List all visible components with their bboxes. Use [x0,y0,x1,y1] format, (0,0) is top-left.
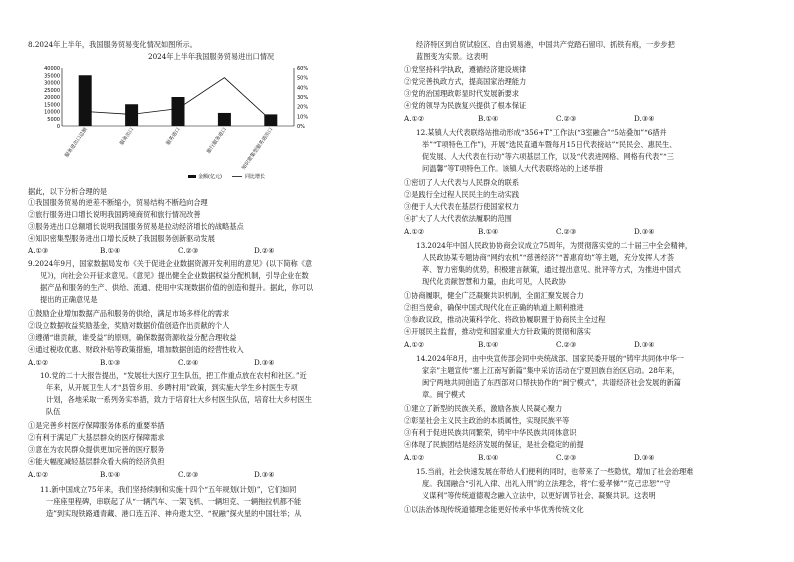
chart-category-labels [63,125,274,171]
x-category-label: 服务进口 [165,126,182,147]
y-tick-label-right: 30% [297,95,309,101]
q14-answer-d[interactable]: D.③④ [634,453,655,462]
q10-line-1: 10.党的二十大报告提出，“发展壮大医疗卫生队伍，把工作重点放在农村和社区。”近 [40,371,307,380]
q8-option-1: ①我国服务贸易的逆差不断缩小，贸易结构不断趋向合理 [28,198,208,207]
q11-option-1: ①党坚持科学执政，遵循经济建设规律 [404,65,527,74]
q9-answer-c[interactable]: C.②④ [178,358,199,367]
chart-bar [79,75,92,126]
q14-line-4: 章。闽宁模式 [422,390,466,399]
q13-line-4: 现代化贡献智慧和力量，由此可见，人民政协 [422,277,566,286]
q15-option-1: ①以法治体现传统道德理念能更好传承中华优秀传统文化 [404,505,584,514]
y-tick-label-left: 25000 [44,87,60,94]
q15-line-3: 义谋利”等传统道德观念融入立法中，以更好调节社会、凝聚共识。这表明 [422,491,656,500]
y-tick-label-right: 40% [297,85,309,92]
q12-option-1: ①密切了人大代表与人民群众的联系 [404,178,520,187]
q14-line-2: 家亲”主题宣传“塞上江南写新篇”集中采访活动在宁夏回族自治区启动。28年来， [422,366,680,375]
q9-line-2: 见》)，向社会公开征求意见。《意见》提出健全企业数据权益分配机制，引导企业在数 [40,271,309,280]
q12-answer-c[interactable]: C.②③ [556,227,577,236]
q9-answer-b[interactable]: B.①③ [100,358,121,367]
q9-option-1: ①鼓励企业增加数据产品和服务的供给，满足市场多样化的需求 [28,309,230,318]
q11-line-1: 11.新中国成立75年来，我们坚持续制和实施十四个“五年规划(计划)”，它们如同 [40,485,297,494]
y-tick-label-right: 0% [297,124,305,130]
y-tick-label-left: 5000 [47,116,60,123]
q11-option-3: ③党的治国理政彰显时代发展新要求 [404,89,520,98]
chart-legend [188,173,265,180]
q9-option-2: ②设立数据收益奖励基金，奖励对数据价值创造作出贡献的个人 [28,321,230,330]
legend-label-bar: 金额(亿元) [198,174,222,180]
q13-line-3: 萃、智力密集的优势，积极建言献策，通过提出意见、批评等方式，为推进中国式 [422,265,681,274]
q13-answer-c[interactable]: C.②③ [556,340,577,349]
y-tick-label-left: 35000 [44,73,60,80]
q12-line-1: 12.某镇人大代表联络站推动形成“356+T”工作法(“3室融合”“5站叠加”“6措并 [416,128,667,137]
q10-option-4: ④能大幅度减轻基层群众看大病的经济负担 [28,457,165,466]
x-category-label: 知识密集型服务进出口 [240,126,275,172]
chart-bar [218,113,231,126]
y-tick-label-left: 30000 [44,80,60,87]
q8-answer-b[interactable]: B.①④ [100,246,121,255]
x-category-label: 服务出口 [118,126,136,147]
q10-answer-d[interactable]: D.③④ [254,470,275,479]
q14-line-3: 闽宁两地共同创造了东西部对口帮扶协作的“闽宁模式”，共谱经济社会发展的新篇 [422,378,681,387]
q8-answer-c[interactable]: C.②③ [178,246,199,255]
y-tick-label-left: 10000 [44,109,60,116]
q15-line-2: 度。我国融合“引礼入律、出礼入刑”的立法理念，将“仁爱孝悌”“克己忠恕”“守 [422,479,671,488]
y-tick-label-right: 50% [297,75,309,82]
legend-swatch-bar [188,175,196,178]
q8-option-3: ③服务进出口总额增长说明我国服务贸易是拉动经济增长的战略基点 [28,222,244,231]
q13-line-1: 13.2024年中国人民政协协商会议成立75周年，为贯彻落实党的二十届三中全会精神， [416,241,693,250]
q9-answer-d[interactable]: D.③④ [254,358,275,367]
q11-answer-a[interactable]: A.①② [404,114,425,123]
q10-answer-a[interactable]: A.①② [28,470,49,479]
legend-label-line: 同比增长 [245,174,266,180]
q10-line-2: 年来，从开展卫生人才“县管乡用、乡聘村用”政策，到实施大学生乡村医生专项 [46,383,298,392]
q10-answer-c[interactable]: C.②③ [178,470,199,479]
q8-answer-a[interactable]: A.①③ [28,246,49,255]
x-category-label: 旅行服务进口 [205,126,229,155]
chart-bars [79,75,278,126]
q12-line-4: 问温馨”等T项特色工作。该镇人大代表联络站的上述举措 [422,164,603,173]
x-category-label: 服务进出口总额 [63,126,89,159]
q8-option-2: ②旅行服务进口增长说明我国跨境商贸和旅行情况改善 [28,210,201,219]
q13-answer-b[interactable]: B.①④ [478,340,499,349]
q10-option-2: ②有利于满足广大基层群众的医疗保障需求 [28,433,165,442]
q13-option-1: ①协商履职，健全广泛凝聚共识机制，全面汇聚发展合力 [404,291,584,300]
y-tick-label-left: 40000 [44,66,60,72]
q11-option-2: ②党完善执政方式，提高国家治理能力 [404,77,527,86]
question-8-prompt: 据此，以下分析合理的是 [28,187,108,196]
q12-line-3: 促发展、人大代表在行动”等六项基层工作，以及“代表进网格、网格有代表”“三 [422,152,674,161]
q11-option-4: ④党的领导为民族复兴提供了根本保证 [404,101,527,110]
q11-line-2: 一座座里程碑，串联起了从“一辆汽车、一架飞机、一辆坦克、一辆拖拉机都不能 [46,497,302,506]
y-tick-label-left: 15000 [44,102,60,109]
q12-option-3: ③便于人大代表在基层行使国家权力 [404,202,520,211]
y-tick-label-right: 20% [297,104,309,111]
q10-answer-b[interactable]: B.①④ [100,470,121,479]
q14-line-1: 14.2024年8月，由中央宣传部会同中央统战部、国家民委开展的“铸牢共同体中华一 [416,354,684,363]
q11-answer-b[interactable]: B.①④ [478,114,499,123]
q9-option-3: ③遵循“谁贡献，谁受益”的原则，确保数据资源收益分配合理收益 [28,333,237,342]
service-trade-chart [28,62,328,184]
q10-option-3: ③意在为农民群众提供更加完善的医疗服务 [28,445,165,454]
q13-option-3: ③参政议政，推动决策科学化、将政协履职置于协商民主全过程 [404,315,606,324]
q9-line-3: 据产品和服务的生产、供给、流通、使用中实现数据价值的创造和提升。据此，你可以 [40,283,314,292]
q11-cont-2: 蓝图变为实景。这表明 [416,52,488,61]
q9-answer-a[interactable]: A.①② [28,358,49,367]
q14-option-2: ②彰显社会主义民主政治的本质属性，实现民族平等 [404,416,570,425]
chart-title: 2024年上半年我国服务贸易进出口情况 [148,52,275,61]
q12-answer-a[interactable]: A.①② [404,227,425,236]
q14-option-1: ①建立了新型的民族关系，激励各族人民凝心聚力 [404,404,563,413]
q12-answer-b[interactable]: B.①④ [478,227,499,236]
right-column [404,0,778,562]
q13-option-4: ④开展民主监督，推动党和国家重大方针政策的贯彻和落实 [404,327,591,336]
chart-bar [125,104,138,126]
q8-option-4: ④知识密集型服务进出口增长反映了我国服务创新驱动发展 [28,234,215,243]
q12-option-2: ②是践行全过程人民民主的生动实践 [404,190,520,199]
q12-answer-d[interactable]: D.③④ [634,227,655,236]
q13-answer-a[interactable]: A.①② [404,340,425,349]
q10-line-3: 计划，各地采取一系列务实举措，致力于培育壮大乡村医生队伍，培育壮大乡村医生 [46,395,312,404]
q9-line-4: 提出的正确意见是 [40,295,98,304]
q9-option-4: ④通过税收优惠、财政补贴等政策措施，增加数据创造的经营性收入 [28,345,244,354]
q11-line-3: 造”到实现铁路通青藏、港口连五洋、神舟遨太空、“祝融”探火星的中国壮举；从 [46,509,302,518]
q8-answer-d[interactable]: D.②④ [254,246,275,255]
q11-answer-d[interactable]: D.③④ [634,114,655,123]
left-column [28,0,388,562]
q13-answer-d[interactable]: D.③④ [634,340,655,349]
q10-line-4: 队伍 [46,407,61,416]
chart-bar [172,97,185,126]
q14-option-4: ④体现了民族团结是经济发展的保证，是社会稳定的前提 [404,440,584,449]
q14-answer-a[interactable]: A.①② [404,453,425,462]
q13-line-2: 人民政协某专题协商“网约农机”“慈善经济”“普惠育幼”等主题，充分发挥人才荟 [422,253,675,262]
q15-line-1: 15.当前，社会快速发展在带给人们便利的同时，也带来了一些隐忧，增加了社会治理难 [416,467,694,476]
q14-answer-c[interactable]: C.②③ [556,453,577,462]
q11-answer-c[interactable]: C.②③ [556,114,577,123]
q12-line-2: 举”“T项特色工作”)，开展“选民直通车暨每月15日代表接站”“民民会、惠民生、 [422,140,677,149]
y-tick-label-left: 0 [56,124,60,130]
y-tick-label-left: 20000 [44,95,60,101]
y-tick-label-right: 10% [297,114,309,121]
q10-option-1: ①是完善乡村医疗保障服务体系的重要举措 [28,421,165,430]
q9-line-1: 9.2024年9月，国家数据局发布《关于促进企业数据资源开发利用的意见》(以下简称《意 [28,259,313,268]
y-tick-label-right: 60% [297,66,309,72]
q14-option-3: ③有利于促进民族共同繁荣，铸牢中华民族共同体意识 [404,428,577,437]
q12-option-4: ④扩大了人大代表依法履职的范围 [404,214,512,223]
question-8-stem: 8.2024年上半年，我国服务贸易变化情况如图所示。 [28,40,197,49]
q14-answer-b[interactable]: B.①④ [478,453,499,462]
q11-cont-1: 经济特区到自贸试验区、自由贸易港，中国共产党踏石留印、抓铁有痕，一步步把 [416,40,675,49]
q13-option-2: ②担当使命，确保中国式现代化在正确的轨道上顺利推进 [404,303,584,312]
